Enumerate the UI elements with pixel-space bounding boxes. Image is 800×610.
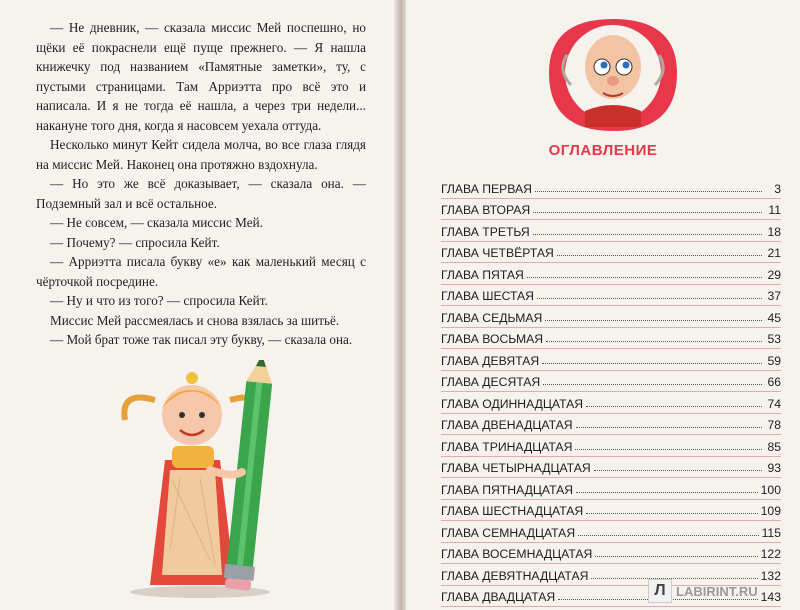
toc-entry	[441, 478, 781, 500]
chapter-name: ГЛАВА ДВАДЦАТАЯ	[441, 590, 556, 604]
page-number: 143	[760, 590, 781, 604]
leader-dots	[543, 384, 762, 385]
chapter-name: ГЛАВА ДЕСЯТАЯ	[441, 375, 541, 389]
paragraph: Несколько минут Кейт сидела молча, во все глаза глядя на миссис Мей. Наконец она протяжно вздохнула.	[36, 137, 366, 172]
toc-entry	[441, 457, 781, 479]
toc-entry	[441, 349, 781, 371]
leader-dots	[545, 320, 762, 321]
toc-entry	[441, 306, 781, 328]
paragraph: — Мой брат тоже так писал эту букву, — сказала она.	[50, 332, 353, 347]
page-number: 3	[774, 181, 781, 196]
page-number: 37	[767, 289, 781, 303]
page-number: 85	[767, 439, 781, 454]
paragraph: — Ну и что из того? — спросила Кейт.	[50, 293, 268, 308]
leader-dots	[533, 212, 762, 213]
chapter-name: ГЛАВА ПЕРВАЯ	[441, 181, 532, 196]
chapter-name: ГЛАВА ПЯТНАДЦАТАЯ	[441, 482, 574, 497]
toc-entry	[441, 199, 781, 221]
toc-entry	[441, 435, 781, 457]
paragraph: — Но это же всё доказывает, — сказала она. — Подземный зал и всё остальное.	[36, 176, 366, 211]
page-number: 21	[767, 246, 781, 260]
page-number: 93	[767, 461, 781, 475]
chapter-name: ГЛАВА ЧЕТВЁРТАЯ	[441, 246, 554, 260]
page-number: 29	[767, 267, 781, 282]
chapter-name: ГЛАВА ШЕСТНАДЦАТАЯ	[441, 504, 584, 518]
leader-dots	[576, 492, 758, 493]
leader-dots	[527, 277, 762, 278]
toc-entry	[441, 285, 781, 307]
leader-dots	[578, 535, 758, 536]
chapter-name: ГЛАВА ТРИНАДЦАТАЯ	[441, 439, 573, 454]
chapter-name: ГЛАВА ДЕВЯТАЯ	[441, 353, 540, 368]
page-number: 74	[767, 396, 781, 411]
toc-entry	[441, 328, 781, 350]
paragraph: — Не совсем, — сказала миссис Мей.	[50, 215, 263, 230]
toc-entry	[441, 371, 781, 393]
leader-dots	[535, 191, 762, 192]
paragraph: — Не дневник, — сказала миссис Мей поспешно, но щёки её покраснели ещё пуще прежнего. — Я нашла книжечку под названием «Памятные заметки», ту, с пустыми страницами. Там Арриэтта про всё это и написала. И я не тогда её нашла, а через три недели... накануне того дня, когда я насовсем уехала оттуда.	[36, 20, 366, 133]
watermark-logo-icon: Л	[648, 579, 672, 603]
paragraph: — Почему? — спросила Кейт.	[50, 234, 220, 250]
leader-dots	[557, 255, 762, 256]
girl-with-pencil-illustration	[110, 360, 290, 600]
leader-dots	[586, 406, 762, 407]
table-of-contents	[441, 177, 781, 607]
toc-entry	[441, 392, 781, 414]
watermark-text: LABIRINT.RU	[676, 583, 758, 599]
toc-entry	[441, 521, 781, 543]
leader-dots	[575, 449, 762, 450]
page-number: 59	[767, 353, 781, 368]
page-number: 18	[767, 224, 781, 239]
toc-entry	[441, 500, 781, 522]
toc-entry	[441, 543, 781, 565]
page-number: 132	[760, 568, 781, 583]
paragraph: Миссис Мей рассмеялась и снова взялась за шитьё.	[50, 312, 340, 328]
chapter-name: ГЛАВА ДЕВЯТНАДЦАТАЯ	[441, 568, 589, 583]
story-text	[36, 18, 366, 350]
leader-dots	[542, 363, 762, 364]
leader-dots	[594, 470, 762, 471]
chapter-name: ГЛАВА ВОСЬМАЯ	[441, 332, 544, 346]
chapter-name: ГЛАВА ТРЕТЬЯ	[441, 224, 530, 239]
page-number: 66	[767, 375, 781, 389]
toc-entry	[441, 242, 781, 264]
leader-dots	[586, 513, 757, 514]
chapter-name: ГЛАВА ПЯТАЯ	[441, 267, 524, 282]
toc-entry	[441, 263, 781, 285]
chapter-name: ГЛАВА ДВЕНАДЦАТАЯ	[441, 418, 573, 432]
page-number: 11	[768, 203, 781, 217]
toc-entry	[441, 414, 781, 436]
leader-dots	[546, 341, 762, 342]
toc-entry	[441, 220, 781, 242]
page-number: 100	[760, 482, 781, 497]
chapter-name: ГЛАВА СЕМНАДЦАТАЯ	[441, 525, 576, 540]
page-number: 115	[761, 525, 781, 540]
chapter-name: ГЛАВА ШЕСТАЯ	[441, 289, 534, 303]
page-number: 78	[767, 418, 781, 432]
page-number: 53	[767, 332, 781, 346]
chapter-name: ГЛАВА ВОСЕМНАДЦАТАЯ	[441, 547, 593, 561]
leader-dots	[576, 427, 762, 428]
chapter-name: ГЛАВА ЧЕТЫРНАДЦАТАЯ	[441, 461, 591, 475]
chapter-name: ГЛАВА ОДИННАДЦАТАЯ	[441, 396, 584, 411]
leader-dots	[533, 234, 762, 235]
page-number: 45	[767, 310, 781, 325]
leader-dots	[537, 298, 762, 299]
leader-dots	[595, 556, 757, 557]
page-number: 109	[760, 504, 781, 518]
labirint-watermark	[648, 576, 798, 606]
chapter-name: ГЛАВА СЕДЬМАЯ	[441, 310, 543, 325]
paragraph: — Арриэтта писала букву «е» как маленький месяц с чёрточкой посредине.	[36, 254, 366, 289]
portrait-medallion-illustration	[547, 15, 679, 135]
page-number: 122	[760, 547, 781, 561]
toc-title: ОГЛАВЛЕНИЕ	[548, 142, 658, 159]
chapter-name: ГЛАВА ВТОРАЯ	[441, 203, 531, 217]
toc-entry	[441, 177, 781, 199]
